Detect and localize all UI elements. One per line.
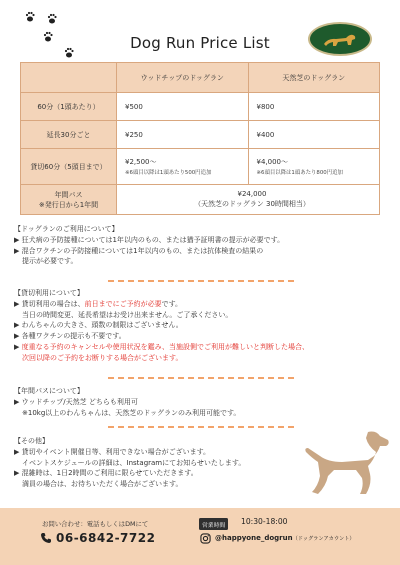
row-label: 延長30分ごと [21, 121, 117, 149]
bullet-line [14, 479, 245, 490]
instagram-handle-link[interactable] [215, 534, 355, 542]
bullet-text: 当日の時間変更、延長希望はお受け出来ません。ご了承ください。 [22, 310, 233, 319]
bullet-text: 混雑時は、1日2時間のご利用に限らせていただきます。 [21, 469, 198, 478]
instagram-note: （ドッグランアカウント） [292, 536, 355, 542]
table-row [21, 149, 380, 185]
bullet-line [14, 310, 309, 321]
dog-silhouette-icon [298, 426, 394, 498]
phone-number-link[interactable]: 06-6842-7722 [56, 531, 156, 545]
bullet-line [14, 458, 245, 469]
price-note: ※6頭目以降は1頭あたり800円追加 [256, 170, 343, 176]
bullet-line: ▶ 混合ワクチンの予防接種については1年以内のもの、または抗体検査の結果の [14, 246, 264, 255]
business-hours: 10:30-18:00 [241, 517, 288, 526]
section-heading: 【ドッグランのご利用について】 [14, 225, 119, 233]
bullet-text: です。 [161, 299, 183, 308]
usage-section [14, 224, 284, 267]
instagram-handle: @happyone_dogrun [215, 534, 293, 542]
bullet-text-emphasis: 前日までにご予約が必要 [84, 299, 162, 308]
price-note: （天然芝のドッグラン 30時間相当） [194, 199, 310, 208]
section-heading: 【貸切利用について】 [14, 289, 84, 297]
price-grass [248, 149, 380, 185]
bullet-text: ※10kg以上のわんちゃんは、天然芝のドッグランのみ利用可能です。 [22, 408, 241, 417]
price-grass: ¥800 [248, 93, 380, 121]
row-label [21, 185, 117, 215]
col-header-wood: ウッドチップのドッグラン [117, 63, 249, 93]
instagram-icon [200, 533, 211, 544]
rental-section [14, 288, 309, 364]
bullet-text: 提示が必要です。 [22, 257, 78, 266]
table-corner [21, 63, 117, 93]
price-note: ※6頭目以降は1頭あたり500円追加 [125, 170, 212, 176]
table-row [21, 121, 380, 149]
price-wood: ¥250 [117, 121, 249, 149]
bullet-line [14, 256, 284, 267]
hours-badge: 営業時間 [199, 518, 228, 530]
row-label-line: 年間パス [54, 190, 83, 199]
divider [108, 377, 294, 379]
divider [108, 426, 294, 428]
row-label: 貸切60分（5頭目まで） [21, 149, 117, 185]
pass-section [14, 386, 240, 418]
row-label: 60分（1頭あたり） [21, 93, 117, 121]
bullet-line: ▶ ウッドチップ/天然芝 どちらも利用可 [14, 397, 138, 406]
annual-pass-price [117, 185, 380, 215]
bullet-text: 混合ワクチンの予防接種については1年以内のもの、または抗体検査の結果の [21, 246, 264, 255]
dog-logo-icon [308, 22, 372, 56]
bullet-line: ▶ わんちゃんの大きさ、頭数の制限はございません。 [14, 321, 183, 330]
bullet-line: ▶ 貸切やイベント開催日等、利用できない場合がございます。 [14, 447, 211, 456]
contact-label: お問い合わせ：電話もしくはDMにて [42, 520, 149, 528]
bullet-text: わんちゃんの大きさ、頭数の制限はございません。 [21, 321, 183, 330]
bullet-text: イベントスケジュールの詳細は、Instagramにてお知らせいたします。 [22, 458, 246, 467]
bullet-line [14, 353, 309, 364]
bullet-text: 各種ワクチンの提示も不要です。 [21, 332, 126, 341]
price-value: ¥2,500～ [125, 158, 157, 166]
other-section [14, 436, 245, 490]
price-table [20, 62, 380, 215]
bullet-line: ▶ 貸切利用の場合は、前日までにご予約が必要です。 [14, 299, 183, 308]
price-grass: ¥400 [248, 121, 380, 149]
bullet-text: 満員の場合は、お待ちいただく場合がございます。 [22, 480, 183, 489]
table-row [21, 93, 380, 121]
bullet-line: ▶ 度重なる予約のキャンセルや使用状況を鑑み、当施設側でご利用が難しいと判断した場合、 [14, 342, 310, 351]
table-row [21, 185, 380, 215]
bullet-text: 貸切利用の場合は、 [21, 299, 85, 308]
bullet-line: ▶ 各種ワクチンの提示も不要です。 [14, 332, 126, 341]
price-wood [117, 149, 249, 185]
bullet-line: ▶ 混雑時は、1日2時間のご利用に限らせていただきます。 [14, 469, 198, 478]
phone-icon [40, 532, 52, 544]
bullet-text: 狂犬病の予防接種については1年以内のもの、または猶予証明書の提示が必要です。 [21, 235, 285, 244]
price-wood: ¥500 [117, 93, 249, 121]
bullet-text: 貸切やイベント開催日等、利用できない場合がございます。 [21, 447, 211, 456]
page-title: Dog Run Price List [130, 34, 270, 52]
price-value: ¥4,000～ [256, 158, 288, 166]
col-header-grass: 天然芝のドッグラン [248, 63, 380, 93]
row-label-line: ※発行日から1年間 [38, 200, 99, 209]
bullet-text-emphasis: 次回以降のご予約をお断りする場合がございます。 [22, 353, 183, 362]
divider [108, 280, 294, 282]
bullet-text-emphasis: 度重なる予約のキャンセルや使用状況を鑑み、当施設側でご利用が難しいと判断した場合、 [21, 342, 310, 351]
bullet-text: ウッドチップ/天然芝 どちらも利用可 [21, 397, 138, 406]
section-heading: 【年間パスについて】 [14, 387, 84, 395]
bullet-line [14, 408, 240, 419]
price-value: ¥24,000 [237, 190, 267, 199]
section-heading: 【その他】 [14, 437, 49, 445]
bullet-line: ▶ 狂犬病の予防接種については1年以内のもの、または猶予証明書の提示が必要です。 [14, 235, 285, 244]
